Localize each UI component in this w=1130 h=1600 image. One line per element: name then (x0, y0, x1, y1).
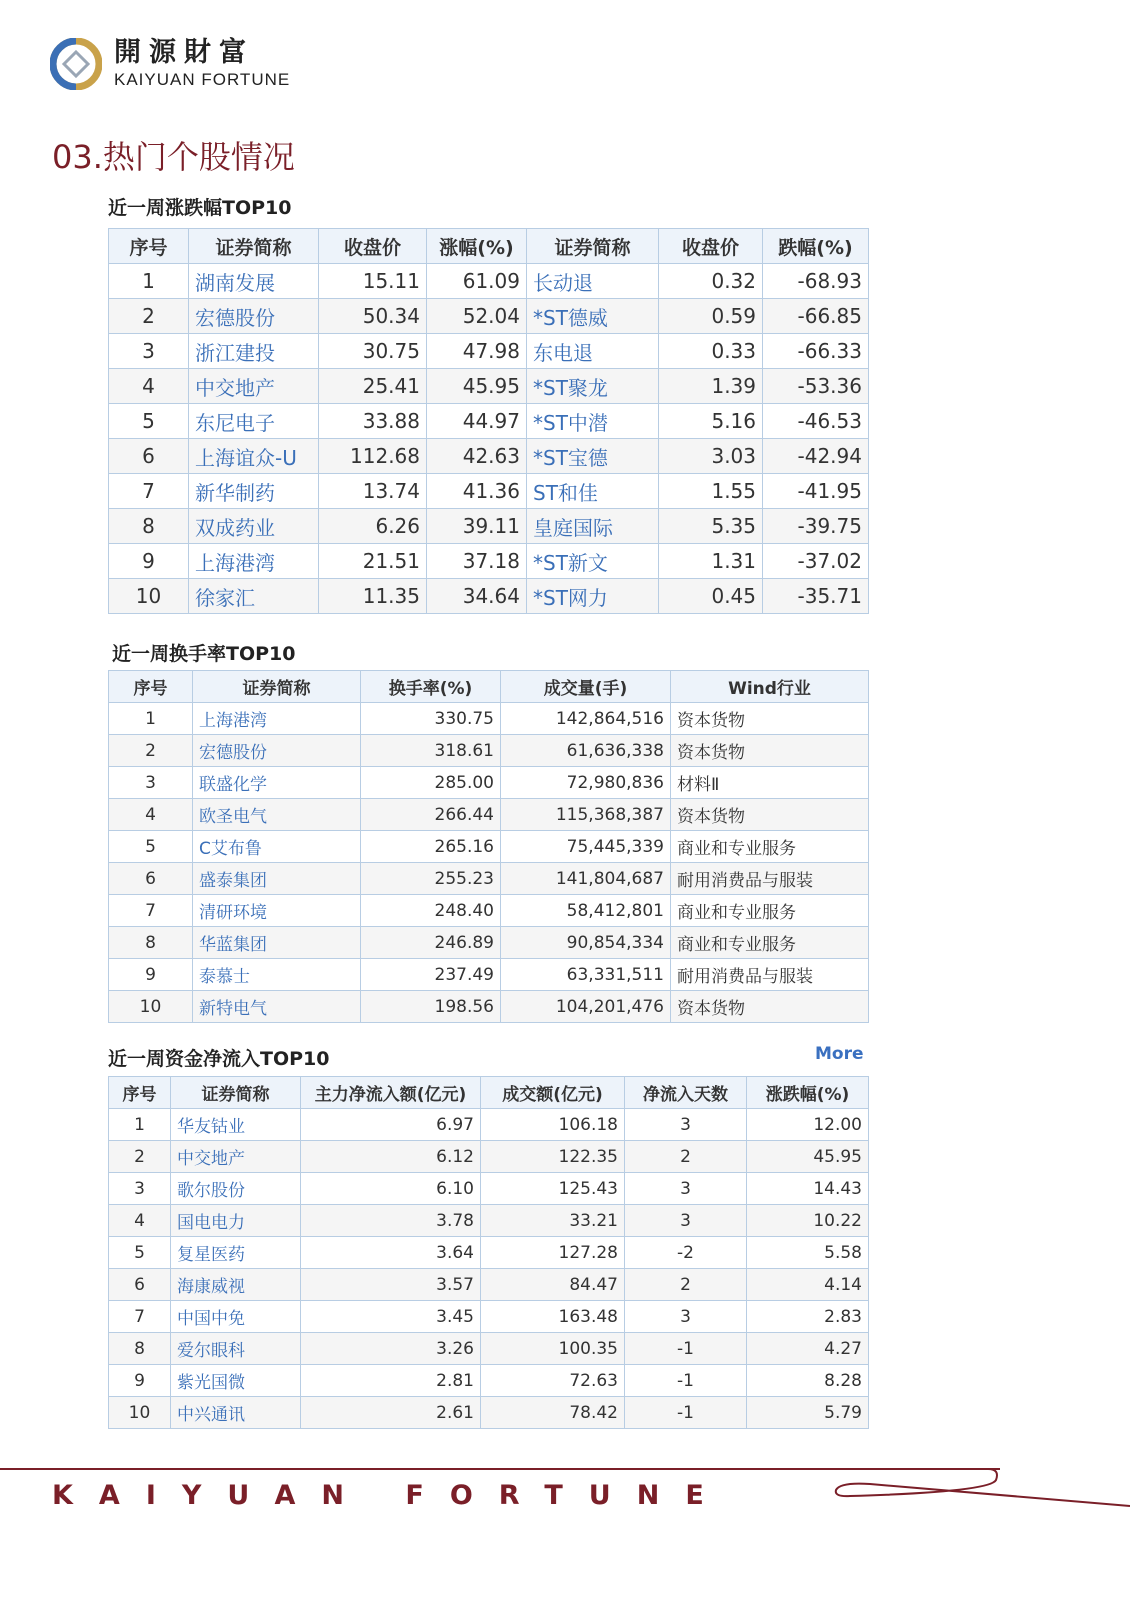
table-cell: 285.00 (361, 767, 501, 799)
table-row (109, 863, 869, 895)
stock-name-link[interactable]: *ST德威 (527, 299, 659, 334)
table-cell: 1 (109, 1109, 171, 1141)
table-cell: 10.22 (747, 1205, 869, 1237)
table-cell: 3 (625, 1109, 747, 1141)
table-row (109, 264, 869, 299)
table-cell: 6 (109, 439, 189, 474)
stock-name-link[interactable]: 长动退 (527, 264, 659, 299)
table-cell: 7 (109, 895, 193, 927)
table-cell: 2 (109, 299, 189, 334)
stock-name-link[interactable]: 中国中免 (171, 1301, 301, 1333)
table-cell: 3.64 (301, 1237, 481, 1269)
stock-name-link[interactable]: 泰慕士 (193, 959, 361, 991)
table-cell: 45.95 (747, 1141, 869, 1173)
stock-name-link[interactable]: 歌尔股份 (171, 1173, 301, 1205)
footer-brand-text: KAIYUAN FORTUNE (52, 1480, 730, 1511)
table-cell: 90,854,334 (501, 927, 671, 959)
table-cell: 4 (109, 1205, 171, 1237)
table-cell: 6.12 (301, 1141, 481, 1173)
column-header: 跌幅(%) (763, 229, 869, 264)
kaiyuan-logo-icon (50, 38, 102, 90)
stock-name-link[interactable]: 盛泰集团 (193, 863, 361, 895)
table-cell: -2 (625, 1237, 747, 1269)
table-cell: 资本货物 (671, 703, 869, 735)
table-cell: 3.78 (301, 1205, 481, 1237)
table-cell: 3 (109, 1173, 171, 1205)
table-cell: 8 (109, 1333, 171, 1365)
table-cell: 318.61 (361, 735, 501, 767)
table-row (109, 299, 869, 334)
table-cell: 8 (109, 509, 189, 544)
table-row (109, 1333, 869, 1365)
table-cell: 资本货物 (671, 735, 869, 767)
table-cell: 7 (109, 474, 189, 509)
stock-name-link[interactable]: 东电退 (527, 334, 659, 369)
table-row (109, 927, 869, 959)
stock-name-link[interactable]: 联盛化学 (193, 767, 361, 799)
stock-name-link[interactable]: 海康威视 (171, 1269, 301, 1301)
table-row (109, 404, 869, 439)
stock-name-link[interactable]: 宏德股份 (189, 299, 319, 334)
table-cell: 3.57 (301, 1269, 481, 1301)
stock-name-link[interactable]: 紫光国微 (171, 1365, 301, 1397)
table-cell: 100.35 (481, 1333, 625, 1365)
table-cell: 15.11 (319, 264, 427, 299)
table-row (109, 474, 869, 509)
table-cell: 37.18 (427, 544, 527, 579)
table-cell: 1.55 (659, 474, 763, 509)
column-header: 证券简称 (189, 229, 319, 264)
stock-name-link[interactable]: 中兴通讯 (171, 1397, 301, 1429)
table-cell: 237.49 (361, 959, 501, 991)
table-cell: 47.98 (427, 334, 527, 369)
table-cell: 资本货物 (671, 799, 869, 831)
stock-name-link[interactable]: 上海港湾 (189, 544, 319, 579)
table-row (109, 439, 869, 474)
table-cell: 25.41 (319, 369, 427, 404)
table-cell: 50.34 (319, 299, 427, 334)
table-cell: 13.74 (319, 474, 427, 509)
table-cell: 0.59 (659, 299, 763, 334)
table-row (109, 1269, 869, 1301)
table-cell: 2 (625, 1141, 747, 1173)
table-row (109, 703, 869, 735)
table-cell: -66.85 (763, 299, 869, 334)
table-cell: 106.18 (481, 1109, 625, 1141)
table-cell: 115,368,387 (501, 799, 671, 831)
stock-name-link[interactable]: 徐家汇 (189, 579, 319, 614)
table-cell: 0.32 (659, 264, 763, 299)
table-row (109, 1173, 869, 1205)
column-header: 序号 (109, 671, 193, 703)
table-cell: 4 (109, 369, 189, 404)
table-cell: -66.33 (763, 334, 869, 369)
table-cell: 1.39 (659, 369, 763, 404)
table-cell: -46.53 (763, 404, 869, 439)
table-cell: 9 (109, 544, 189, 579)
table-cell: 6 (109, 1269, 171, 1301)
column-header: 涨幅(%) (427, 229, 527, 264)
table-row (109, 369, 869, 404)
table-cell: 122.35 (481, 1141, 625, 1173)
table-row (109, 1301, 869, 1333)
table-cell: 3.45 (301, 1301, 481, 1333)
table-cell: 248.40 (361, 895, 501, 927)
table-cell: 2 (109, 735, 193, 767)
table-cell: -1 (625, 1333, 747, 1365)
column-header: 证券简称 (193, 671, 361, 703)
stock-name-link[interactable]: ST和佳 (527, 474, 659, 509)
table-cell: 10 (109, 579, 189, 614)
table-cell: 142,864,516 (501, 703, 671, 735)
column-header: 成交额(亿元) (481, 1077, 625, 1109)
table-cell: -42.94 (763, 439, 869, 474)
table-row (109, 1237, 869, 1269)
table-cell: 78.42 (481, 1397, 625, 1429)
stock-name-link[interactable]: 上海港湾 (193, 703, 361, 735)
stock-name-link[interactable]: 浙江建投 (189, 334, 319, 369)
table-cell: 141,804,687 (501, 863, 671, 895)
table-cell: 30.75 (319, 334, 427, 369)
stock-name-link[interactable]: 双成药业 (189, 509, 319, 544)
column-header: 净流入天数 (625, 1077, 747, 1109)
stock-name-link[interactable]: 国电电力 (171, 1205, 301, 1237)
stock-name-link[interactable]: 新华制药 (189, 474, 319, 509)
table-cell: 1.31 (659, 544, 763, 579)
table-cell: 5 (109, 1237, 171, 1269)
table-cell: -41.95 (763, 474, 869, 509)
section-title-turnover: 近一周换手率TOP10 (112, 643, 296, 665)
table-cell: -1 (625, 1397, 747, 1429)
table-cell: 9 (109, 1365, 171, 1397)
table-row (109, 334, 869, 369)
table-cell: -39.75 (763, 509, 869, 544)
table-cell: 5.35 (659, 509, 763, 544)
table-cell: 3 (109, 334, 189, 369)
table-cell: 12.00 (747, 1109, 869, 1141)
table-cell: 4.14 (747, 1269, 869, 1301)
table-cell: 104,201,476 (501, 991, 671, 1023)
column-header: 收盘价 (659, 229, 763, 264)
column-header: 序号 (109, 1077, 171, 1109)
table-cell: 4 (109, 799, 193, 831)
table-cell: 5 (109, 404, 189, 439)
table-cell: 14.43 (747, 1173, 869, 1205)
table-cell: 2.61 (301, 1397, 481, 1429)
stock-name-link[interactable]: 皇庭国际 (527, 509, 659, 544)
table-row (109, 509, 869, 544)
table-cell: 3 (625, 1205, 747, 1237)
table-cell: 0.45 (659, 579, 763, 614)
page-title: 03.热门个股情况 (52, 138, 295, 176)
table-cell: 2 (109, 1141, 171, 1173)
table-cell: 5 (109, 831, 193, 863)
stock-name-link[interactable]: 新特电气 (193, 991, 361, 1023)
table-cell: 2 (625, 1269, 747, 1301)
table-cell: 58,412,801 (501, 895, 671, 927)
logo-cn-text: 開源財富 (114, 37, 254, 68)
table-cell: 246.89 (361, 927, 501, 959)
table-row (109, 895, 869, 927)
table-cell: 41.36 (427, 474, 527, 509)
table-row (109, 735, 869, 767)
table-cell: 125.43 (481, 1173, 625, 1205)
table-cell: 商业和专业服务 (671, 895, 869, 927)
table-cell: 6.26 (319, 509, 427, 544)
column-header: 序号 (109, 229, 189, 264)
footer-swoosh-icon (830, 1462, 1130, 1522)
table-cell: 8 (109, 927, 193, 959)
section-title-price-change: 近一周涨跌幅TOP10 (108, 197, 292, 219)
table-cell: 84.47 (481, 1269, 625, 1301)
table-cell: 21.51 (319, 544, 427, 579)
table-cell: -1 (625, 1365, 747, 1397)
column-header: 涨跌幅(%) (747, 1077, 869, 1109)
table-cell: 商业和专业服务 (671, 831, 869, 863)
table-row (109, 831, 869, 863)
table-cell: 127.28 (481, 1237, 625, 1269)
more-link[interactable]: More (815, 1044, 864, 1064)
table-cell: 8.28 (747, 1365, 869, 1397)
table-cell: 61,636,338 (501, 735, 671, 767)
logo-en-text: KAIYUAN FORTUNE (114, 70, 291, 89)
stock-name-link[interactable]: 东尼电子 (189, 404, 319, 439)
stock-name-link[interactable]: *ST中潜 (527, 404, 659, 439)
table-row (109, 991, 869, 1023)
table-cell: 34.64 (427, 579, 527, 614)
table-cell: 3 (625, 1173, 747, 1205)
table-cell: 11.35 (319, 579, 427, 614)
column-header: 证券简称 (527, 229, 659, 264)
table-cell: 63,331,511 (501, 959, 671, 991)
stock-name-link[interactable]: 湖南发展 (189, 264, 319, 299)
table-cell: 6.97 (301, 1109, 481, 1141)
table-cell: 72.63 (481, 1365, 625, 1397)
column-header: Wind行业 (671, 671, 869, 703)
table-cell: 330.75 (361, 703, 501, 735)
table-cell: 5.79 (747, 1397, 869, 1429)
table-cell: 3.26 (301, 1333, 481, 1365)
table-cell: 2.83 (747, 1301, 869, 1333)
table-cell: -35.71 (763, 579, 869, 614)
table-cell: 7 (109, 1301, 171, 1333)
table-cell: 33.88 (319, 404, 427, 439)
table-cell: -53.36 (763, 369, 869, 404)
table-cell: 耐用消费品与服装 (671, 863, 869, 895)
table-row (109, 544, 869, 579)
stock-name-link[interactable]: *ST聚龙 (527, 369, 659, 404)
table-cell: 2.81 (301, 1365, 481, 1397)
table-cell: 6.10 (301, 1173, 481, 1205)
stock-name-link[interactable]: 爱尔眼科 (171, 1333, 301, 1365)
table-cell: 1 (109, 703, 193, 735)
table-cell: 255.23 (361, 863, 501, 895)
table-cell: 3.03 (659, 439, 763, 474)
table-cell: -68.93 (763, 264, 869, 299)
table-cell: 44.97 (427, 404, 527, 439)
table-cell: 资本货物 (671, 991, 869, 1023)
column-header: 主力净流入额(亿元) (301, 1077, 481, 1109)
table-cell: 5.16 (659, 404, 763, 439)
table-cell: 33.21 (481, 1205, 625, 1237)
column-header: 收盘价 (319, 229, 427, 264)
table-cell: 72,980,836 (501, 767, 671, 799)
table-row (109, 1365, 869, 1397)
stock-name-link[interactable]: *ST新文 (527, 544, 659, 579)
stock-name-link[interactable]: 清研环境 (193, 895, 361, 927)
column-header: 成交量(手) (501, 671, 671, 703)
column-header: 换手率(%) (361, 671, 501, 703)
table-row (109, 1205, 869, 1237)
table-row (109, 1397, 869, 1429)
section-title-net-inflow: 近一周资金净流入TOP10 (108, 1048, 330, 1070)
table-cell: 3 (625, 1301, 747, 1333)
turnover-table (108, 670, 869, 1023)
stock-name-link[interactable]: 华蓝集团 (193, 927, 361, 959)
stock-name-link[interactable]: 宏德股份 (193, 735, 361, 767)
stock-name-link[interactable]: 复星医药 (171, 1237, 301, 1269)
brand-logo (50, 38, 290, 90)
table-row (109, 799, 869, 831)
table-cell: 3 (109, 767, 193, 799)
table-cell: -37.02 (763, 544, 869, 579)
table-cell: 112.68 (319, 439, 427, 474)
stock-name-link[interactable]: 中交地产 (189, 369, 319, 404)
table-cell: 5.58 (747, 1237, 869, 1269)
table-cell: 75,445,339 (501, 831, 671, 863)
table-row (109, 579, 869, 614)
table-row (109, 767, 869, 799)
table-cell: 61.09 (427, 264, 527, 299)
stock-name-link[interactable]: 上海谊众-U (189, 439, 319, 474)
table-row (109, 959, 869, 991)
stock-name-link[interactable]: C艾布鲁 (193, 831, 361, 863)
table-cell: 10 (109, 991, 193, 1023)
table-cell: 45.95 (427, 369, 527, 404)
table-cell: 商业和专业服务 (671, 927, 869, 959)
table-row (109, 1141, 869, 1173)
column-header: 证券简称 (171, 1077, 301, 1109)
stock-name-link[interactable]: 欧圣电气 (193, 799, 361, 831)
stock-name-link[interactable]: *ST网力 (527, 579, 659, 614)
table-cell: 0.33 (659, 334, 763, 369)
table-cell: 6 (109, 863, 193, 895)
table-cell: 4.27 (747, 1333, 869, 1365)
stock-name-link[interactable]: *ST宝德 (527, 439, 659, 474)
table-cell: 材料Ⅱ (671, 767, 869, 799)
table-cell: 198.56 (361, 991, 501, 1023)
stock-name-link[interactable]: 中交地产 (171, 1141, 301, 1173)
price-change-table (108, 228, 869, 614)
table-cell: 266.44 (361, 799, 501, 831)
stock-name-link[interactable]: 华友钴业 (171, 1109, 301, 1141)
table-cell: 耐用消费品与服装 (671, 959, 869, 991)
table-cell: 1 (109, 264, 189, 299)
table-cell: 39.11 (427, 509, 527, 544)
table-row (109, 1109, 869, 1141)
table-cell: 9 (109, 959, 193, 991)
table-cell: 163.48 (481, 1301, 625, 1333)
table-cell: 10 (109, 1397, 171, 1429)
table-cell: 42.63 (427, 439, 527, 474)
net-inflow-table (108, 1076, 869, 1429)
table-cell: 52.04 (427, 299, 527, 334)
table-cell: 265.16 (361, 831, 501, 863)
